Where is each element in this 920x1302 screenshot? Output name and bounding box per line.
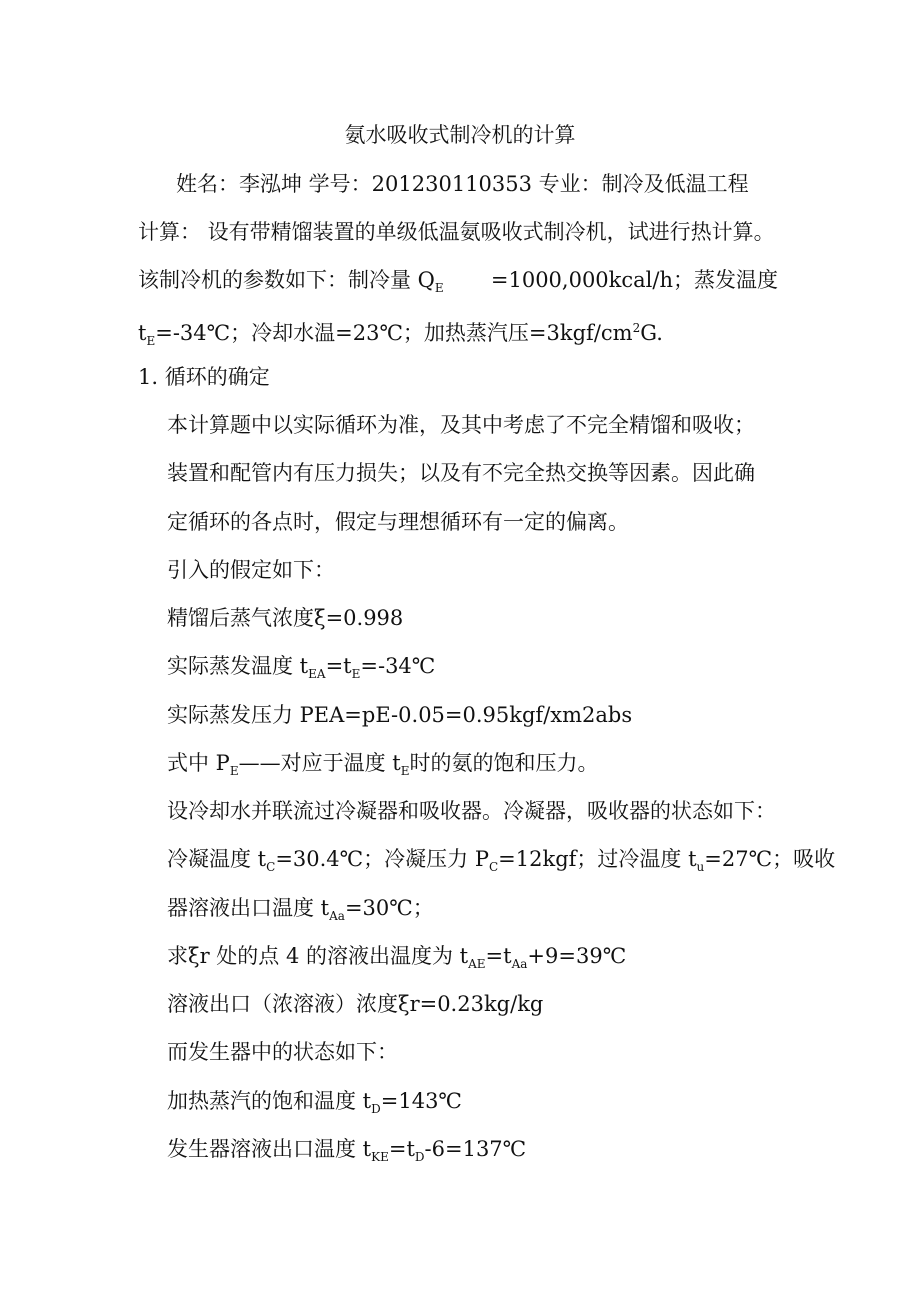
paragraph-line: 装置和配管内有压力损失；以及有不完全热交换等因素。因此确 <box>167 461 755 485</box>
paragraph-line: 而发生器中的状态如下： <box>167 1040 398 1064</box>
paragraph-line: 设冷却水并联流过冷凝器和吸收器。冷凝器，吸收器的状态如下： <box>167 799 776 823</box>
params-line-1 <box>138 266 778 302</box>
paragraph-line: 精馏后蒸气浓度ξ=0.998 <box>167 606 404 630</box>
paragraph-line: 式中 $P_E——$对应于温度 $t_E$时的氨的饱和压力。 <box>167 751 599 778</box>
paragraph-line: 本计算题中以实际循环为准，及其中考虑了不完全精馏和吸收； <box>167 413 755 437</box>
paragraph-line: 引入的假定如下： <box>167 558 335 582</box>
calc-intro: 计算： 设有带精馏装置的单级低温氨吸收式制冷机，试进行热计算。 <box>138 220 775 244</box>
doc-title: 氨水吸收式制冷机的计算 <box>344 123 576 147</box>
paragraph-line: 加热蒸汽的饱和温度 $t_D=143℃$ <box>167 1089 462 1116</box>
paragraph-line: 器溶液出口温度 $t_{Aa}=30℃$； <box>167 896 434 923</box>
paragraph-line: 溶液出口（浓溶液）浓度ξr=0.23kg/kg <box>167 992 544 1016</box>
paragraph-line: 实际蒸发压力 PEA=pE-0.05=0.95kgf/xm2abs <box>167 703 633 727</box>
params-line-2: $t_E=-34℃$；冷却水温=23℃；加热蒸汽压$=3kgf/cm^2G$. <box>138 321 663 348</box>
paragraph-line: 求ξr 处的点 4 的溶液出温度为 $t_{AE}=t_{Aa}+9=39℃$ <box>167 944 627 971</box>
paragraph-line: 冷凝温度 $t_C=30.4℃$；冷凝压力 $P_C=12kgf$；过冷温度 $t_u=27℃$；吸收 <box>167 847 836 874</box>
params-part-1: 该制冷机的参数如下：制冷量 $Q_E$ <box>138 268 444 295</box>
params-part-2: =1000,000kcal/h；蒸发温度 <box>490 268 778 292</box>
paragraph-line: 实际蒸发温度 $t_{EA}=t_E=-34℃$ <box>167 654 436 681</box>
author-line: 姓名：李泓坤 学号：201230110353 专业：制冷及低温工程 <box>176 172 749 196</box>
section-heading: 1. 循环的确定 <box>138 365 270 389</box>
paragraph-line: 定循环的各点时，假定与理想循环有一定的偏离。 <box>167 510 629 534</box>
paragraph-line: 发生器溶液出口温度 $t_{KE}=t_D-6=137℃$ <box>167 1137 527 1164</box>
